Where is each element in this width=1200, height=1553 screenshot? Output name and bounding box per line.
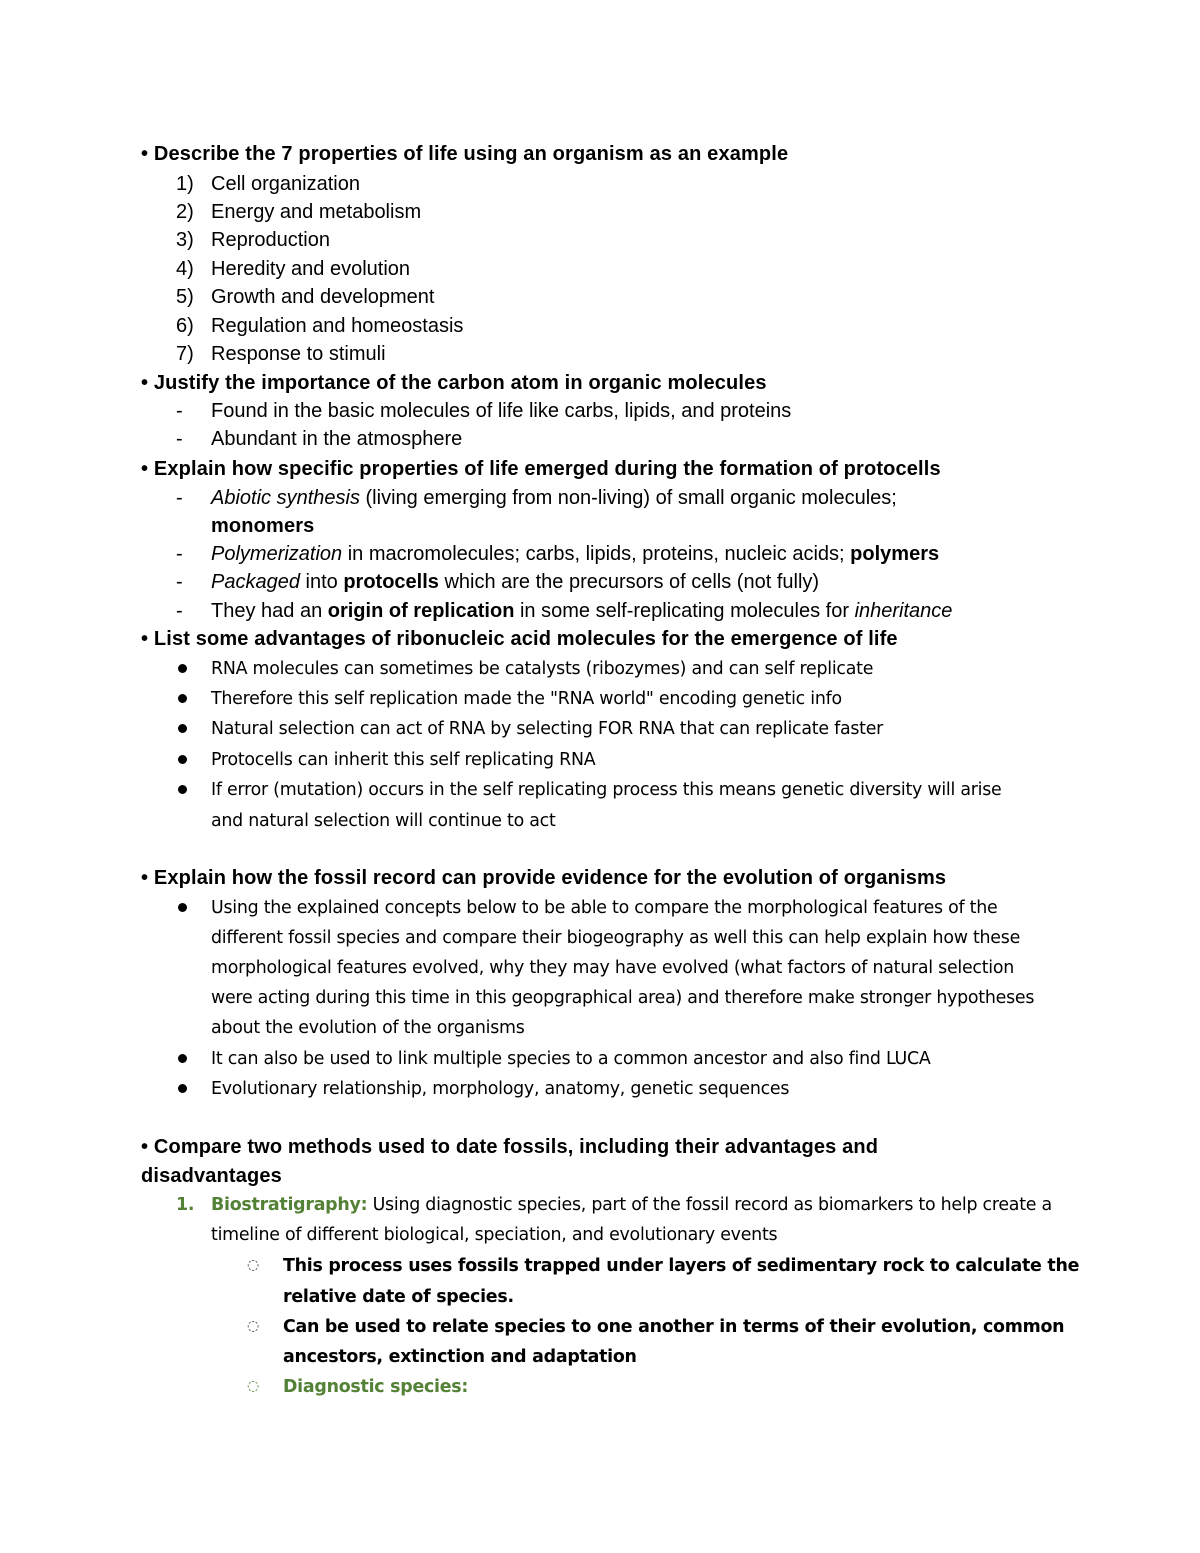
list-item-continuation: morphological features evolved, why they may have evolved (what factors of natural selection [211, 958, 1015, 978]
section-heading-carbon: • Justify the importance of the carbon atom in organic molecules [141, 372, 767, 394]
dash-bullet: - [176, 428, 183, 450]
list-item: Found in the basic molecules of life like carbs, lipids, and proteins [211, 400, 792, 422]
list-item-continuation: monomers [211, 515, 315, 537]
hollow-circle-bullet: ◌ [247, 1378, 260, 1394]
section-heading-dating: • Compare two methods used to date fossils, including their advantages and [141, 1136, 879, 1158]
heading-bullet: • [141, 867, 149, 889]
method-label: Biostratigraphy: [211, 1195, 368, 1215]
list-item: Evolutionary relationship, morphology, anatomy, genetic sequences [211, 1079, 790, 1099]
bullet-dot [178, 785, 187, 794]
list-item: Natural selection can act of RNA by selecting FOR RNA that can replicate faster [211, 719, 884, 739]
heading-bullet: • [141, 143, 149, 165]
bullet-dot [178, 1054, 187, 1063]
list-number: 2) [176, 201, 194, 223]
sub-list-item: Can be used to relate species to one another in terms of their evolution, common [283, 1317, 1065, 1337]
list-item: Biostratigraphy: Using diagnostic species, part of the fossil record as biomarkers to help create a [211, 1195, 1052, 1215]
bullet-dot [178, 903, 187, 912]
sub-list-item-continuation: ancestors, extinction and adaptation [283, 1347, 637, 1367]
list-item: It can also be used to link multiple species to a common ancestor and also find LUCA [211, 1049, 931, 1069]
list-item-continuation: and natural selection will continue to act [211, 811, 556, 831]
list-item-continuation: about the evolution of the organisms [211, 1018, 525, 1038]
section-heading-properties: • Describe the 7 properties of life using an organism as an example [141, 143, 789, 165]
dash-bullet: - [176, 400, 183, 422]
list-item: Regulation and homeostasis [211, 315, 464, 337]
list-item: RNA molecules can sometimes be catalysts (ribozymes) and can self replicate [211, 659, 874, 679]
list-item-continuation: timeline of different biological, speciation, and evolutionary events [211, 1225, 778, 1245]
list-item: Abundant in the atmosphere [211, 428, 463, 450]
list-item: Packaged into protocells which are the precursors of cells (not fully) [211, 571, 820, 593]
list-item: Heredity and evolution [211, 258, 411, 280]
list-number: 5) [176, 286, 194, 308]
heading-bullet: • [141, 372, 149, 394]
sub-list-item: This process uses fossils trapped under layers of sedimentary rock to calculate the [283, 1256, 1080, 1276]
list-item: Using the explained concepts below to be able to compare the morphological features of the [211, 898, 998, 918]
list-item: Cell organization [211, 173, 360, 195]
dash-bullet: - [176, 600, 183, 622]
list-item: Abiotic synthesis (living emerging from non-living) of small organic molecules; [211, 487, 897, 509]
list-item: Response to stimuli [211, 343, 386, 365]
list-number: 4) [176, 258, 194, 280]
bullet-dot [178, 1084, 187, 1093]
list-item: Protocells can inherit this self replicating RNA [211, 750, 596, 770]
heading-bullet: • [141, 458, 149, 480]
list-number: 3) [176, 229, 194, 251]
list-item: They had an origin of replication in some self-replicating molecules for inheritance [211, 600, 953, 622]
sub-list-item-continuation: relative date of species. [283, 1287, 514, 1307]
section-heading-rna: • List some advantages of ribonucleic acid molecules for the emergence of life [141, 628, 898, 650]
list-item: Polymerization in macromolecules; carbs, lipids, proteins, nucleic acids; polymers [211, 543, 940, 565]
bullet-dot [178, 755, 187, 764]
sub-list-item: Diagnostic species: [283, 1377, 469, 1397]
heading-bullet: • [141, 628, 149, 650]
list-item: If error (mutation) occurs in the self replicating process this means genetic diversity will arise [211, 780, 1002, 800]
dash-bullet: - [176, 571, 183, 593]
list-item-continuation: different fossil species and compare their biogeography as well this can help explain how these [211, 928, 1021, 948]
dash-bullet: - [176, 487, 183, 509]
bullet-dot [178, 664, 187, 673]
hollow-circle-bullet: ◌ [247, 1318, 260, 1334]
section-heading-fossil: • Explain how the fossil record can provide evidence for the evolution of organisms [141, 867, 947, 889]
list-item: Energy and metabolism [211, 201, 422, 223]
list-item-continuation: were acting during this time in this geopgraphical area) and therefore make stronger hypotheses [211, 988, 1035, 1008]
list-number: 6) [176, 315, 194, 337]
list-item: Reproduction [211, 229, 330, 251]
list-number: 7) [176, 343, 194, 365]
bullet-dot [178, 694, 187, 703]
list-number: 1. [176, 1195, 195, 1215]
hollow-circle-bullet: ◌ [247, 1257, 260, 1273]
dash-bullet: - [176, 543, 183, 565]
list-item: Therefore this self replication made the "RNA world" encoding genetic info [211, 689, 842, 709]
list-item: Growth and development [211, 286, 435, 308]
list-number: 1) [176, 173, 194, 195]
bullet-dot [178, 724, 187, 733]
heading-bullet: • [141, 1136, 149, 1158]
section-heading-continuation: disadvantages [141, 1165, 282, 1187]
section-heading-protocells: • Explain how specific properties of life emerged during the formation of protocells [141, 458, 941, 480]
